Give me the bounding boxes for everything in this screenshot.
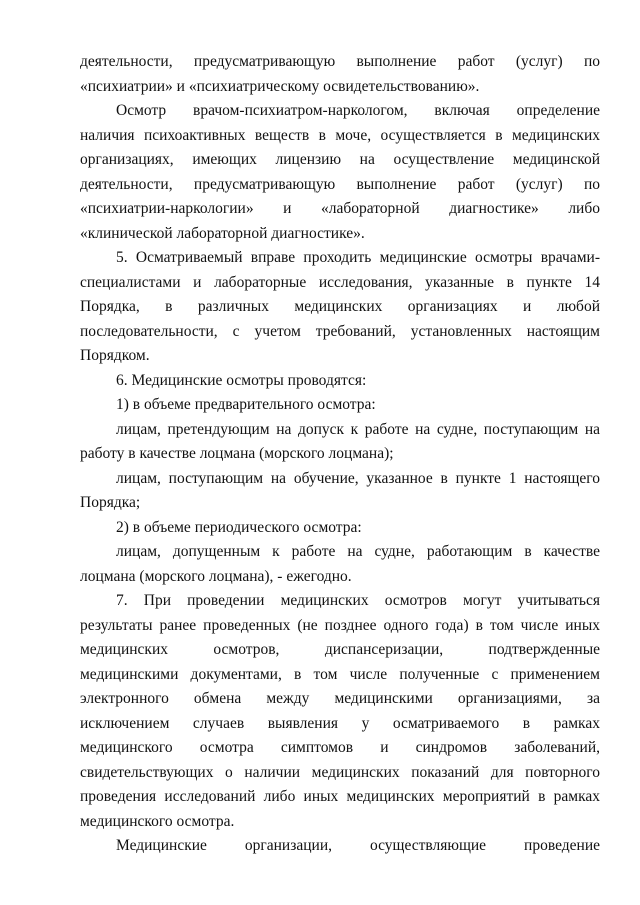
paragraph-6	[80, 418, 600, 467]
paragraph-9	[80, 540, 600, 589]
text-line: медицинского осмотра.	[80, 812, 235, 830]
text-line: медицинского осмотра симптомов и синдромов заболеваний,	[80, 739, 600, 756]
paragraph-5	[80, 393, 600, 418]
paragraph-2	[80, 99, 600, 246]
text-line: лоцмана (морского лоцмана), - ежегодно.	[80, 567, 352, 585]
text-line: проведения исследований либо иных медицинских мероприятий в рамках	[80, 788, 600, 805]
text-line: наличия психоактивных веществ в моче, осуществляется в медицинских	[80, 126, 600, 144]
paragraph-7	[80, 467, 600, 516]
text-line: организациях, имеющих лицензию на осуществление медицинской	[80, 151, 600, 168]
text-line: 2) в объеме периодического осмотра:	[116, 518, 362, 536]
paragraph-11	[80, 834, 600, 859]
text-line: 1) в объеме предварительного осмотра:	[116, 396, 376, 413]
text-line: Порядком.	[80, 347, 150, 364]
text-line: 6. Медицинские осмотры проводятся:	[116, 371, 367, 389]
text-line: медицинских осмотров, диспансеризации, подтвержденные	[80, 641, 600, 658]
text-line: работу в качестве лоцмана (морского лоцмана);	[80, 445, 394, 462]
text-line: 5. Осматриваемый вправе проходить медицинские осмотры врачами-	[116, 249, 600, 266]
text-line: исключением случаев выявления у осматриваемого в рамках	[80, 714, 600, 732]
text-line: «клинической лабораторной диагностике».	[80, 224, 365, 242]
text-line: последовательности, с учетом требований, установленных настоящим	[80, 322, 600, 340]
paragraph-8	[80, 516, 600, 541]
text-line: Порядка, в различных медицинских организациях и любой	[80, 298, 600, 315]
text-line: «психиатрии-наркологии» и «лабораторной диагностике» либо	[80, 200, 600, 217]
text-line: деятельности, предусматривающую выполнение работ (услуг) по	[80, 175, 600, 193]
text-line: специалистами и лабораторные исследования, указанные в пункте 14	[80, 273, 600, 291]
paragraph-4	[80, 369, 600, 394]
text-line: Осмотр врачом-психиатром-наркологом, включая определение	[116, 102, 600, 119]
text-line: результаты ранее проведенных (не позднее одного года) в том числе иных	[80, 616, 600, 634]
text-line: свидетельствующих о наличии медицинских показаний для повторного	[80, 763, 600, 781]
text-line: электронного обмена между медицинскими организациями, за	[80, 690, 600, 707]
paragraph-1	[80, 50, 600, 99]
text-line: Порядка;	[80, 494, 141, 511]
text-line: лицам, претендующим на допуск к работе на судне, поступающим на	[116, 420, 600, 438]
text-line: «психиатрии» и «психиатрическому освидетельствованию».	[80, 77, 480, 95]
document-body	[80, 50, 600, 859]
text-line: Медицинские организации, осуществляющие проведение	[116, 837, 600, 854]
paragraph-3	[80, 246, 600, 369]
text-line: лицам, поступающим на обучение, указанное в пункте 1 настоящего	[116, 469, 600, 487]
text-line: 7. При проведении медицинских осмотров могут учитываться	[116, 592, 600, 609]
text-line: деятельности, предусматривающую выполнение работ (услуг) по	[80, 53, 600, 70]
text-line: медицинскими документами, в том числе полученные с применением	[80, 665, 600, 683]
paragraph-10	[80, 589, 600, 834]
text-line: лицам, допущенным к работе на судне, работающим в качестве	[116, 543, 600, 560]
